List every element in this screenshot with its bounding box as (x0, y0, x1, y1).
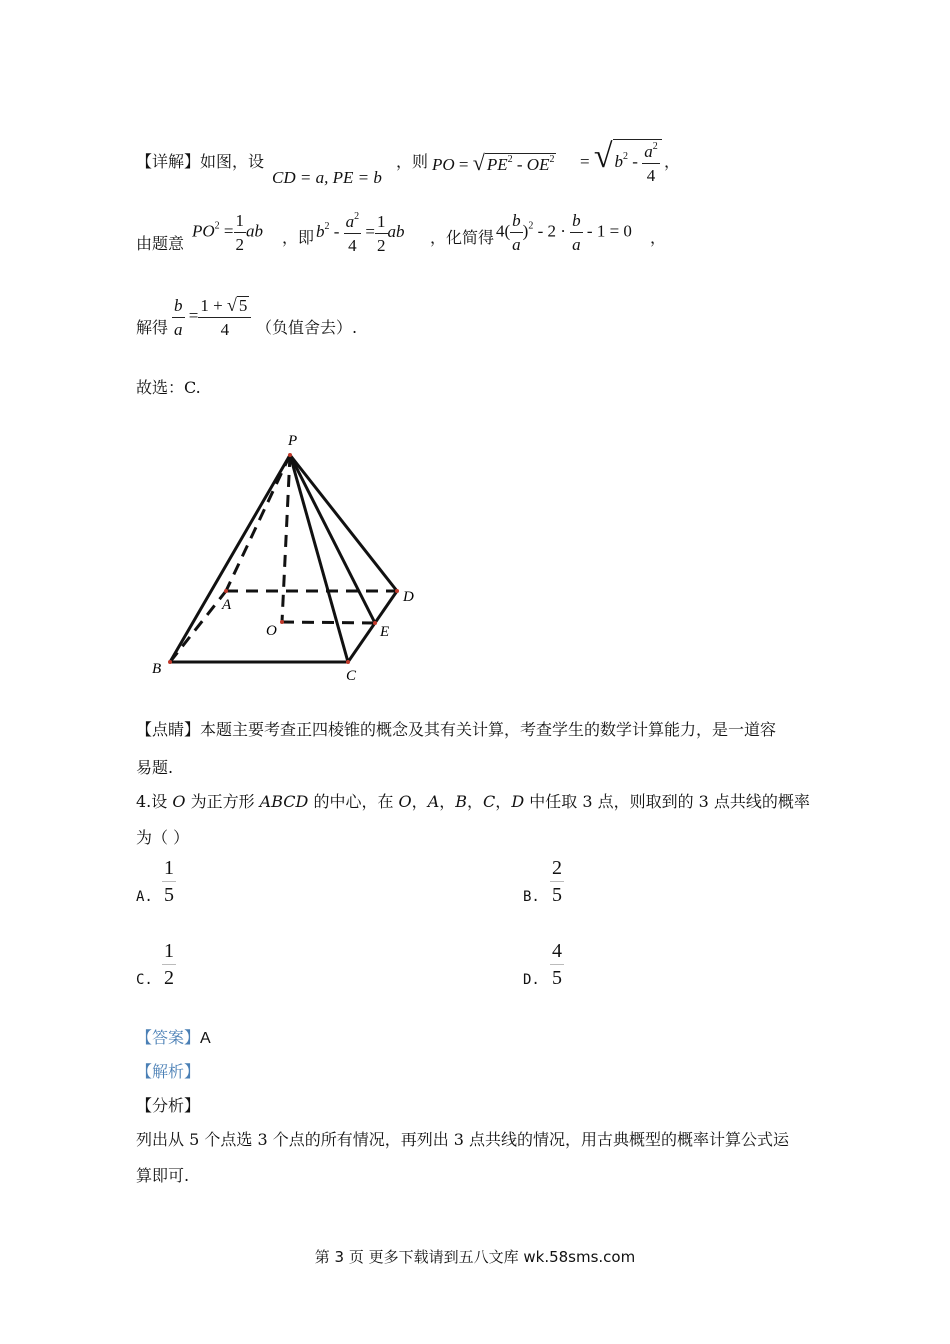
point-E (373, 621, 377, 625)
comment-line1 (136, 720, 776, 740)
pe-symbol: PE (486, 155, 508, 174)
question-number: 4. (136, 792, 152, 811)
sqrt5: 5 (238, 296, 248, 315)
line2-simplify: ，化简得 (430, 228, 495, 247)
four-den: 4 (642, 163, 660, 184)
edge-PA (226, 455, 290, 591)
half-den: 2 (234, 232, 247, 253)
option-d-den: 5 (550, 964, 564, 988)
analysis-label: 【解析】 (136, 1062, 201, 1081)
half-frac (234, 212, 247, 253)
line2-prefix: 由题意 (136, 234, 185, 253)
point-B (168, 660, 172, 664)
line3-suffix: （负值舍去）. (256, 318, 358, 337)
minus-symbol: - (516, 155, 523, 174)
option-b-frac[interactable] (550, 858, 564, 905)
label-P: P (288, 433, 298, 449)
pyramid-figure (140, 425, 440, 690)
q-t4: 中任取 3 点，则取到的 3 点共线的概率 (524, 792, 810, 811)
detail-intro: 如图，设 (200, 152, 265, 171)
b-over-a-3 (172, 297, 185, 338)
q-ABCD: ABCD (259, 792, 309, 811)
detail-sqrt-b-a (580, 138, 662, 184)
line3-prefix: 解得 (136, 318, 169, 337)
option-b-num: 2 (552, 857, 562, 879)
q-t1: 设 (151, 792, 173, 811)
minus-two: - 2 · (537, 221, 566, 241)
eq-symbol-2: = (580, 152, 590, 171)
sqrt-content: $PE^2 - OE^2$ (486, 154, 555, 174)
edge-OE (282, 622, 375, 623)
sqrt-icon: √ (472, 150, 485, 175)
q-B: B (455, 792, 468, 811)
edge-PC (290, 455, 348, 662)
label-O: O (266, 623, 277, 639)
edge-BA (170, 591, 226, 662)
a2-over-4: $\frac{a^2}{4}$ (644, 141, 658, 186)
point-O (280, 620, 284, 624)
a-den: a (510, 232, 523, 253)
label-A: A (222, 597, 232, 613)
line3-formula (172, 296, 251, 338)
edge-CD (348, 591, 397, 662)
point-P (288, 453, 292, 457)
half-num: 1 (235, 211, 245, 230)
option-d-frac[interactable] (550, 941, 564, 988)
a-den-2: a (570, 232, 583, 253)
option-c-frac[interactable] (162, 941, 176, 988)
q-c3: ， (467, 792, 484, 811)
comment-text2: 易题. (136, 758, 174, 777)
q-O: O (172, 792, 186, 811)
point-C (346, 660, 350, 664)
edge-PE (290, 455, 375, 623)
eq-symbol-3: = (223, 221, 234, 241)
option-b-den: 5 (550, 881, 564, 905)
option-a-frac[interactable] (162, 858, 176, 905)
b-symbol-2: b (316, 221, 325, 241)
answer-line (136, 1028, 211, 1049)
question-line1 (136, 792, 810, 812)
ab-symbol-2: ab (387, 221, 405, 241)
detail-comma: ， (664, 152, 681, 171)
option-c-key[interactable]: C. (136, 972, 153, 988)
page-footer: 第 3 页 更多下载请到五八文库 wk.58sms.com (314, 1248, 636, 1266)
eq-symbol-4: = (365, 221, 376, 241)
minus-one-eq: - 1 = 0 (586, 221, 632, 241)
po-symbol: PO (432, 155, 455, 174)
four-paren: 4( (496, 221, 511, 241)
line2-comma: ， (650, 228, 667, 247)
a-symbol-2: a (345, 212, 355, 231)
eq-symbol: = (458, 155, 469, 174)
close-paren: ) (522, 221, 529, 241)
detail-po-formula (432, 150, 556, 176)
b-over-a-2 (570, 212, 583, 253)
option-c-den: 2 (162, 964, 176, 988)
option-d-num: 4 (552, 940, 562, 962)
q-c2: ， (439, 792, 456, 811)
b-symbol: b (614, 152, 624, 171)
q-c1: ， (411, 792, 428, 811)
detail-then: ，则 (396, 152, 429, 171)
po2-symbol: PO (192, 221, 215, 241)
line4-answer: 故选：C. (136, 378, 201, 397)
a-symbol: a (644, 142, 653, 162)
option-b-key[interactable]: B. (523, 889, 540, 905)
edge-PO (282, 455, 290, 622)
golden-frac (198, 296, 251, 338)
b-over-a (510, 212, 523, 253)
b-num-3: b (174, 295, 183, 315)
q-O2: O (398, 792, 412, 811)
a2-over-4-b: $\frac{a^2}{4}$ (345, 211, 360, 255)
b-num-2: b (572, 211, 581, 230)
option-a-den: 5 (162, 881, 176, 905)
detail-label-line (136, 152, 264, 172)
point-D (395, 589, 399, 593)
option-a-num: 1 (164, 857, 174, 879)
ab-symbol: ab (246, 221, 264, 241)
line2-equation: 4( $\frac{b}{a}$ )$^2$ - 2 · $\frac{b}{a}$ - 1 = 0 (496, 211, 632, 254)
answer-value: A (200, 1030, 211, 1047)
line2-ji: ，即 (282, 228, 315, 247)
option-d-key[interactable]: D. (523, 972, 540, 988)
comment-text1: 本题主要考查正四棱锥的概念及其有关计算，考查学生的数学计算能力，是一道容 (200, 720, 777, 739)
four-den-2: 4 (344, 233, 362, 254)
eq-symbol-5: = (188, 305, 199, 325)
question-line2: 为（ ） (136, 828, 190, 847)
option-c-num: 1 (164, 940, 174, 962)
q-A: A (427, 792, 440, 811)
q-c4: ， (495, 792, 512, 811)
minus-symbol-2: - (632, 152, 638, 171)
point-A (224, 589, 228, 593)
a-den-3: a (172, 317, 185, 338)
detail-label: 【详解】 (136, 152, 201, 171)
label-B: B (152, 661, 162, 677)
half-num-2: 1 (377, 211, 386, 231)
q-C: C (483, 792, 496, 811)
q-D: D (511, 792, 525, 811)
oe-symbol: OE (526, 155, 550, 174)
line2-b2-formula: $b^2$ - $\frac{a^2}{4}$ = $\frac{1}{2}$ ab (316, 211, 405, 255)
b-num: b (512, 211, 521, 230)
detail-cd-pe: CD = a, PE = b (272, 168, 382, 187)
label-E: E (380, 624, 390, 640)
sqrt-icon-large: √ (593, 138, 613, 175)
golden-den: 4 (198, 317, 251, 338)
one-plus: 1 + (200, 296, 227, 315)
option-a-key[interactable]: A. (136, 889, 153, 905)
fenxi-text2: 算即可. (136, 1166, 190, 1185)
fenxi-label: 【分析】 (136, 1096, 201, 1115)
sqrt-content-2: $b^2$ - $\frac{a^2}{4}$ (613, 139, 662, 184)
half-den-2: 2 (375, 233, 388, 254)
minus-symbol-3: - (333, 221, 340, 241)
comment-label: 【点睛】 (136, 720, 201, 739)
label-C: C (346, 668, 357, 684)
q-t2: 为正方形 (185, 792, 260, 811)
q-t3: 的中心，在 (308, 792, 399, 811)
label-D: D (403, 589, 414, 605)
fenxi-text1: 列出从 5 个点选 3 个点的所有情况，再列出 3 点共线的情况，用古典概型的概率计算公式运 (136, 1130, 790, 1149)
line2-po2-formula: $PO^2$ = $\frac{1}{2}$ ab (192, 211, 264, 254)
edge-PD (290, 455, 397, 591)
answer-label: 【答案】 (136, 1028, 201, 1047)
half-frac-2 (375, 213, 388, 254)
sqrt-icon-small: √ (226, 295, 237, 315)
